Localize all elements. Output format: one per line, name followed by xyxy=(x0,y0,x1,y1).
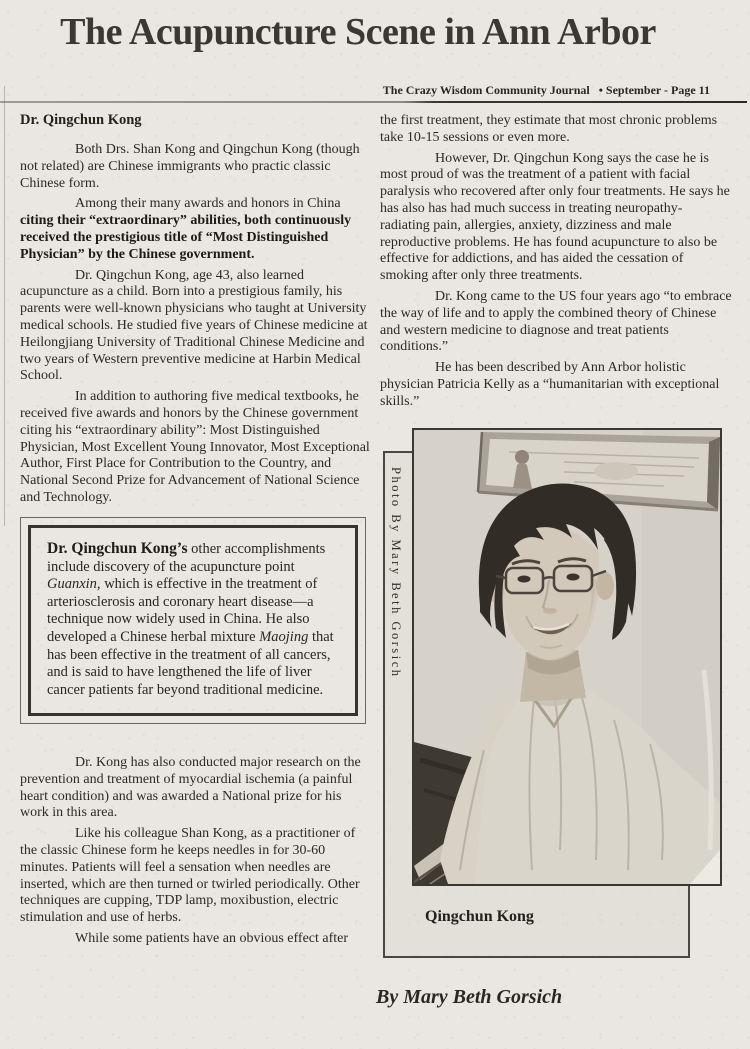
author-byline: By Mary Beth Gorsich xyxy=(376,986,563,1008)
article-title: The Acupuncture Scene in Ann Arbor xyxy=(60,11,656,53)
pull-quote-lead: Dr. Qingchun Kong’s xyxy=(47,540,188,557)
journal-issue: • September - Page 11 xyxy=(598,83,710,97)
certificate-figure-head xyxy=(515,450,529,464)
photo-illustration xyxy=(414,430,720,884)
pull-quote-segment: which is effective in the treatment of arteriosclerosis and coronary heart disease—a technique now widely used in China. He also developed a Chinese herbal mixture xyxy=(47,576,318,645)
paragraph: Dr. Kong came to the US four years ago “to embrace the way of life and to apply the combined theory of Chinese and western medicine to diagnose and treat patients conditions.” xyxy=(380,288,732,355)
journal-name: The Crazy Wisdom Community Journal xyxy=(382,83,590,97)
paragraph: Like his colleague Shan Kong, as a practitioner of the classic Chinese form he keeps needles in for 30-60 minutes. Patients will feel a sensation when needles are inserted, which are then turned or twirled periodically. Other techniques are cupping, TDP lamp, moxibustion, electric stimulation and use of herbs. xyxy=(20,826,360,926)
left-eye xyxy=(518,576,531,583)
journal-masthead xyxy=(370,83,710,98)
paragraph: While some patients have an obvious effect after xyxy=(75,930,349,946)
paragraph: However, Dr. Qingchun Kong says the case he is most proud of was the treatment of a patient with facial paralysis who recovered after only four treatments. He says he has also has had much success in treating neuropathy-radiating pain, allergies, anxiety, dizziness and male reproductive problems. He has found acupuncture to also be effective for addictions, and has aided the cessation of smoking after only three treatments. xyxy=(380,150,730,284)
paragraph: Dr. Kong has also conducted major research on the prevention and treatment of myocardial ischemia (a painful heart condition) and was awarded a National prize for his work in this area. xyxy=(20,755,361,821)
pull-quote-box xyxy=(20,517,366,724)
pull-quote-segment: other accomplishments include discovery of the acupuncture point xyxy=(47,541,326,575)
section-heading: Dr. Qingchun Kong xyxy=(20,112,142,128)
left-column-upper xyxy=(20,112,373,511)
pull-quote-text xyxy=(47,540,339,699)
paragraph: He has been described by Ann Arbor holistic physician Patricia Kelly as a “humanitarian with exceptional skills.” xyxy=(380,360,720,409)
photo-caption: Qingchun Kong xyxy=(425,908,534,925)
paragraph-continuation: the first treatment, they estimate that most chronic problems take 10-15 sessions or even more. xyxy=(380,113,718,145)
right-eye xyxy=(567,574,580,581)
certificate-seal xyxy=(594,462,638,480)
paragraph xyxy=(20,196,373,263)
photo-frame xyxy=(412,428,722,886)
pull-quote-inner-border xyxy=(28,525,358,716)
term-guanxin: Guanxin, xyxy=(47,576,101,593)
scan-edge-artifact xyxy=(4,86,5,526)
paragraph: In addition to authoring five medical textbooks, he received five awards and honors by the Chinese government citing his “extraordinary ability”: Most Distinguished Physician, Most Excellent Young Innovator, Most Exceptional Author, First Place for Contribution to the Country, and National Second Prize for Advancement of National Science and Technology. xyxy=(20,389,370,505)
term-maojing: Maojing xyxy=(259,628,309,645)
paragraph: Both Drs. Shan Kong and Qingchun Kong (though not related) are Chinese immigrants who practic classic Chinese form. xyxy=(20,142,360,191)
paragraph-text-dark: citing their “extraordinary” abilities, both continuously received the prestigious title of “Most Distinguished Physician” by the Chinese government. xyxy=(20,213,352,262)
photo-credit: Photo By Mary Beth Gorsich xyxy=(389,467,403,679)
right-column xyxy=(380,113,732,415)
pull-quote-segment: that has been effective in the treatment of all cancers, and is said to have lengthened the life of liver cancer patients far beyond traditional medicine. xyxy=(47,628,334,698)
right-ear xyxy=(596,572,614,600)
paragraph: Dr. Qingchun Kong, age 43, also learned acupuncture as a child. Born into a prestigious family, his parents were well-known physicians who taught at University medical schools. He studied five years of Chinese medicine at Heilongjiang University of Traditional Chinese Medicine and two years of Western preventive medicine at Harbin Medical School. xyxy=(20,267,368,384)
left-column-lower xyxy=(20,755,373,952)
masthead-rule xyxy=(0,101,747,103)
paragraph-text: Among their many awards and honors in China xyxy=(75,196,341,212)
